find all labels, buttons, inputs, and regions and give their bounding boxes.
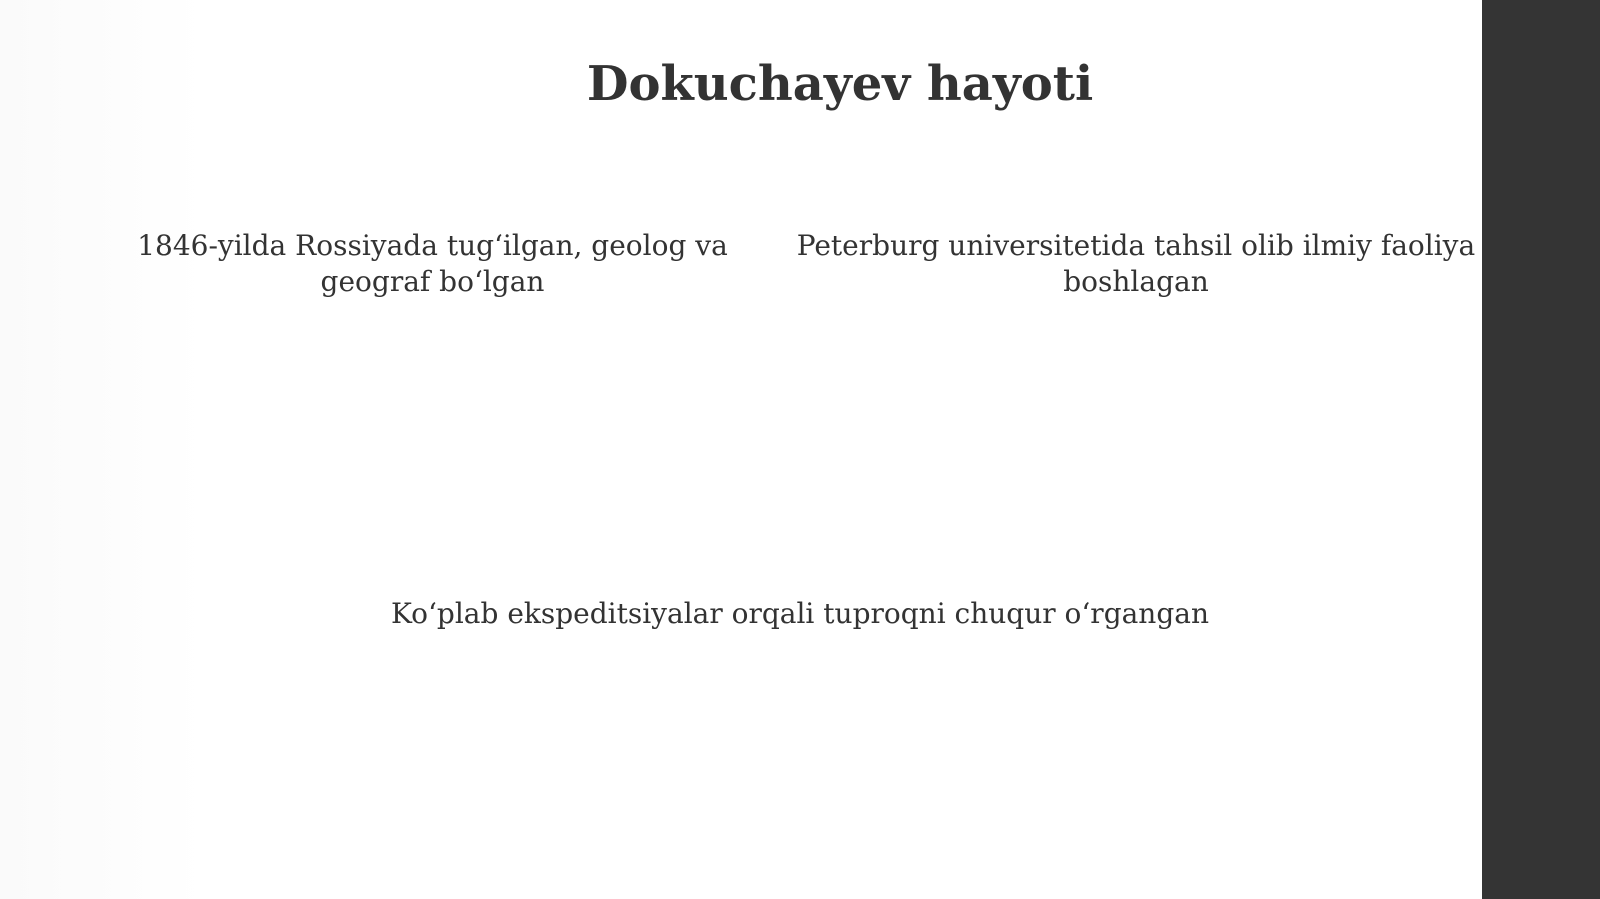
point-education-line2: boshlagan xyxy=(1063,265,1209,298)
point-birth: 1846-yilda Rossiyada tug‘ilgan, geolog va geograf bo‘lgan xyxy=(137,229,728,298)
slide-title: Dokuchayev hayoti xyxy=(586,56,1094,112)
point-expeditions: Ko‘plab ekspeditsiyalar orqali tuproqni chuqur o‘rgangan xyxy=(391,597,1209,630)
point-education-line1: Peterburg universitetida tahsil olib ilmiy faoliya xyxy=(796,229,1476,262)
right-dark-band xyxy=(1482,0,1600,899)
point-education xyxy=(790,228,1482,300)
background-panel xyxy=(0,0,205,899)
